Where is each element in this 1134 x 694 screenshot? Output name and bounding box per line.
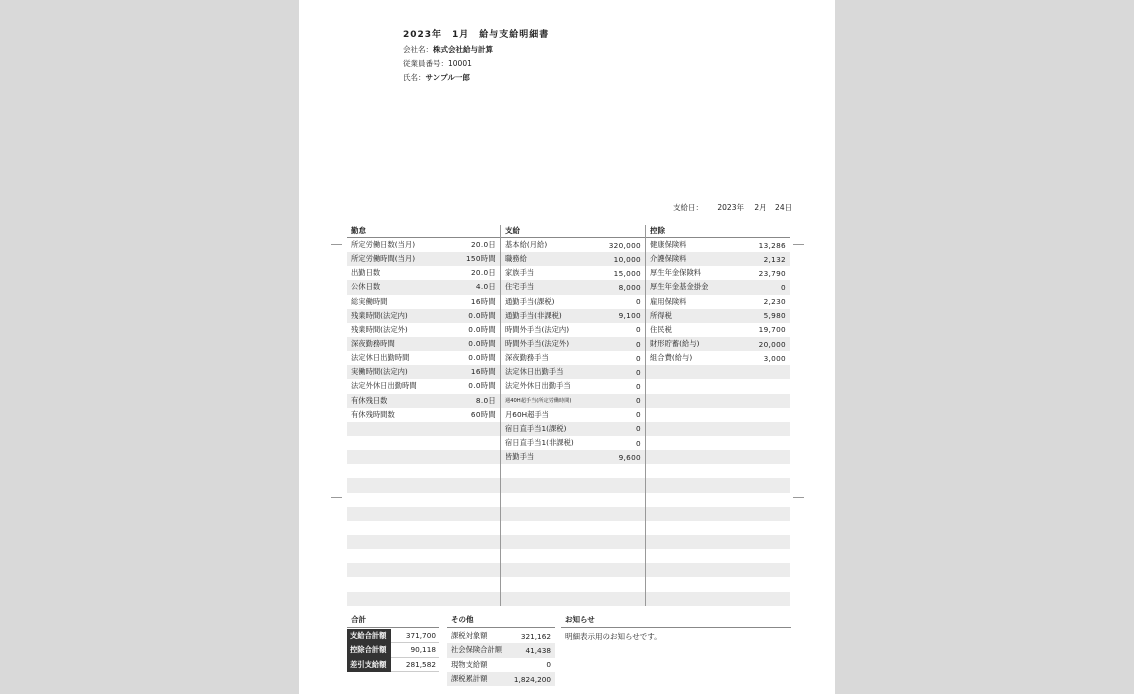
row-value: 0.0時間 — [468, 310, 496, 320]
row-label: 組合費(給与) — [650, 353, 693, 363]
row-label: 所得税 — [650, 310, 672, 320]
row-value: 0 — [636, 381, 641, 391]
table-row — [501, 351, 645, 365]
row-value: 0.0時間 — [468, 353, 496, 363]
row-value: 0 — [636, 438, 641, 448]
table-row — [646, 464, 790, 478]
row-value: 19,700 — [758, 325, 786, 335]
row-label: 法定休日出勤手当 — [505, 367, 564, 377]
payment-header: 支給 — [501, 225, 645, 238]
table-row — [646, 592, 790, 606]
attendance-header: 勤怠 — [347, 225, 500, 238]
row-label: 深夜勤務時間 — [351, 339, 395, 349]
other-list — [447, 629, 555, 686]
row-label: 時間外手当(法定内) — [505, 324, 570, 334]
other-row — [447, 629, 555, 643]
row-label: 法定外休日出勤時間 — [351, 381, 417, 391]
row-value: 0 — [636, 410, 641, 420]
row-value: 0 — [636, 297, 641, 307]
payment-list — [501, 238, 645, 606]
payslip-page — [299, 0, 835, 694]
row-value: 0.0時間 — [468, 324, 496, 334]
row-value: 0 — [636, 424, 641, 434]
row-value: 0 — [636, 367, 641, 377]
row-value: 16時間 — [470, 296, 496, 306]
table-row — [347, 507, 500, 521]
table-row — [646, 478, 790, 492]
table-row — [347, 521, 500, 535]
row-label: 職務給 — [505, 254, 527, 264]
row-value: 0 — [636, 325, 641, 335]
table-row — [646, 549, 790, 563]
notice-header: お知らせ — [561, 614, 791, 628]
table-row — [501, 592, 645, 606]
payslip-title: 2023年 1月 給与支給明細書 — [403, 30, 550, 40]
row-label: 通勤手当(非課税) — [505, 310, 562, 320]
totals-header: 合計 — [347, 614, 439, 628]
row-label: 法定休日出勤時間 — [351, 353, 410, 363]
table-row — [501, 323, 645, 337]
row-label: 実働時間(法定内) — [351, 367, 408, 377]
fold-mark — [331, 497, 342, 498]
row-label: 通勤手当(課税) — [505, 296, 555, 306]
table-row — [347, 450, 500, 464]
row-label: 介護保険料 — [650, 254, 687, 264]
table-row — [646, 507, 790, 521]
row-label: 月60H超手当 — [505, 409, 549, 419]
table-row — [501, 464, 645, 478]
table-row — [347, 280, 500, 294]
row-label: 皆勤手当 — [505, 452, 535, 462]
table-row — [646, 535, 790, 549]
table-row — [501, 379, 645, 393]
row-label: 基本給(月給) — [505, 240, 548, 250]
row-label: 総実働時間 — [351, 296, 388, 306]
deduction-header: 控除 — [646, 225, 790, 238]
table-row — [646, 450, 790, 464]
other-value: 1,824,200 — [513, 674, 551, 684]
row-label: 所定労働日数(当月) — [351, 240, 416, 250]
table-row — [501, 408, 645, 422]
table-row — [347, 478, 500, 492]
row-value: 10,000 — [613, 254, 641, 264]
table-row — [646, 493, 790, 507]
row-label: 住宅手当 — [505, 282, 535, 292]
table-row — [347, 592, 500, 606]
row-value: 13,286 — [758, 240, 786, 250]
row-value: 0 — [781, 282, 786, 292]
table-row — [501, 422, 645, 436]
table-row — [501, 450, 645, 464]
total-row — [347, 629, 439, 643]
other-header: その他 — [447, 614, 555, 628]
table-row — [347, 436, 500, 450]
total-row — [347, 658, 439, 672]
total-value: 281,582 — [391, 658, 439, 672]
table-row — [646, 295, 790, 309]
table-row — [501, 394, 645, 408]
row-label: 出勤日数 — [351, 268, 381, 278]
total-value: 90,118 — [391, 643, 439, 657]
table-row — [501, 577, 645, 591]
employee-name: サンプル一郎 — [425, 73, 470, 82]
payday-day: 24日 — [775, 203, 793, 212]
table-row — [347, 408, 500, 422]
table-row — [347, 394, 500, 408]
total-label: 支給合計額 — [347, 629, 391, 643]
row-label: 家族手当 — [505, 268, 535, 278]
row-label: 厚生年金基金掛金 — [650, 282, 709, 292]
payday — [673, 202, 792, 213]
table-row — [501, 266, 645, 280]
table-row — [501, 563, 645, 577]
row-value: 5,980 — [763, 311, 786, 321]
other-label: 課税対象額 — [451, 631, 488, 641]
table-row — [646, 252, 790, 266]
company-label: 会社名： — [403, 45, 433, 54]
attendance-list — [347, 238, 500, 606]
other-row — [447, 643, 555, 657]
payday-month: 2月 — [754, 203, 767, 212]
table-row — [347, 295, 500, 309]
table-row — [646, 577, 790, 591]
row-value: 60時間 — [470, 409, 496, 419]
row-value: 0 — [636, 339, 641, 349]
table-row — [501, 337, 645, 351]
table-row — [646, 365, 790, 379]
row-value: 0.0時間 — [468, 339, 496, 349]
total-label: 差引支給額 — [347, 658, 391, 672]
employee-no-label: 従業員番号： — [403, 59, 448, 68]
row-label: 健康保険料 — [650, 240, 687, 250]
table-row — [501, 309, 645, 323]
table-row — [646, 337, 790, 351]
table-row — [501, 365, 645, 379]
other-value: 41,438 — [525, 645, 551, 655]
other-row — [447, 658, 555, 672]
row-label: 有休残日数 — [351, 395, 388, 405]
row-label: 残業時間(法定内) — [351, 310, 408, 320]
table-row — [347, 309, 500, 323]
row-label: 公休日数 — [351, 282, 381, 292]
row-label: 宿日直手当1(課税) — [505, 423, 567, 433]
row-value: 4.0日 — [475, 282, 496, 292]
table-row — [501, 280, 645, 294]
table-row — [347, 323, 500, 337]
table-row — [646, 323, 790, 337]
row-label: 雇用保険料 — [650, 296, 687, 306]
table-row — [347, 563, 500, 577]
table-row — [646, 379, 790, 393]
column-divider — [500, 225, 501, 606]
table-row — [646, 309, 790, 323]
notice-text: 明細表示用のお知らせです。 — [565, 632, 662, 641]
table-row — [646, 394, 790, 408]
row-value: 8.0日 — [475, 395, 496, 405]
table-row — [501, 549, 645, 563]
table-row — [646, 422, 790, 436]
total-row — [347, 643, 439, 657]
fold-mark — [793, 497, 804, 498]
company-line — [403, 44, 493, 55]
table-row — [501, 535, 645, 549]
table-row — [646, 280, 790, 294]
row-value: 8,000 — [618, 282, 641, 292]
row-label: 財形貯蓄(給与) — [650, 339, 700, 349]
row-value: 20.0日 — [470, 268, 496, 278]
row-value: 150時間 — [465, 254, 496, 264]
payday-year: 2023年 — [717, 203, 744, 212]
employee-name-line — [403, 72, 470, 83]
table-row — [646, 408, 790, 422]
table-row — [347, 422, 500, 436]
other-value: 0 — [546, 660, 551, 670]
table-row — [501, 478, 645, 492]
deduction-list — [646, 238, 790, 606]
table-row — [501, 507, 645, 521]
other-value: 321,162 — [520, 631, 551, 641]
row-value: 2,230 — [763, 297, 786, 307]
row-label: 深夜勤務手当 — [505, 353, 549, 363]
row-label: 厚生年金保険料 — [650, 268, 702, 278]
row-label: 法定外休日出勤手当 — [505, 381, 571, 391]
row-label: 時間外手当(法定外) — [505, 339, 570, 349]
table-row — [646, 238, 790, 252]
other-label: 現物支給額 — [451, 659, 488, 669]
table-row — [501, 238, 645, 252]
total-label: 控除合計額 — [347, 643, 391, 657]
table-row — [347, 379, 500, 393]
row-label: 宿日直手当1(非課税) — [505, 438, 574, 448]
employee-name-label: 氏名： — [403, 73, 426, 82]
row-value: 9,600 — [618, 452, 641, 462]
row-label: 週40H超手当(所定労働時間) — [505, 398, 572, 405]
table-row — [646, 351, 790, 365]
row-value: 0.0時間 — [468, 381, 496, 391]
row-value: 0 — [636, 396, 641, 406]
column-divider — [645, 225, 646, 606]
row-value: 15,000 — [613, 268, 641, 278]
row-label: 残業時間(法定外) — [351, 324, 408, 334]
company-name: 株式会社給与計算 — [433, 45, 493, 54]
row-value: 320,000 — [608, 240, 641, 250]
table-row — [501, 295, 645, 309]
table-row — [347, 252, 500, 266]
row-value: 20.0日 — [470, 240, 496, 250]
row-value: 3,000 — [763, 353, 786, 363]
row-value: 0 — [636, 353, 641, 363]
table-row — [347, 464, 500, 478]
table-row — [347, 493, 500, 507]
table-row — [347, 577, 500, 591]
row-value: 20,000 — [758, 339, 786, 349]
other-label: 課税累計額 — [451, 674, 488, 684]
table-row — [646, 521, 790, 535]
other-row — [447, 672, 555, 686]
total-value: 371,700 — [391, 629, 439, 643]
employee-no-line — [403, 58, 472, 69]
row-label: 有休残時間数 — [351, 409, 395, 419]
totals-list — [347, 629, 439, 672]
table-row — [347, 266, 500, 280]
table-row — [501, 493, 645, 507]
row-value: 2,132 — [763, 254, 786, 264]
table-row — [347, 365, 500, 379]
fold-mark — [793, 244, 804, 245]
table-row — [646, 436, 790, 450]
table-row — [347, 351, 500, 365]
row-label: 住民税 — [650, 324, 672, 334]
row-value: 16時間 — [470, 367, 496, 377]
table-row — [347, 549, 500, 563]
table-row — [347, 337, 500, 351]
table-row — [501, 252, 645, 266]
table-row — [347, 238, 500, 252]
table-row — [501, 436, 645, 450]
table-row — [501, 521, 645, 535]
table-row — [646, 563, 790, 577]
other-label: 社会保険合計額 — [451, 645, 503, 655]
fold-mark — [331, 244, 342, 245]
row-value: 23,790 — [758, 268, 786, 278]
table-row — [347, 535, 500, 549]
row-value: 9,100 — [618, 311, 641, 321]
table-row — [646, 266, 790, 280]
employee-no: 10001 — [448, 59, 472, 68]
payday-label: 支給日： — [673, 203, 703, 212]
row-label: 所定労働時間(当月) — [351, 254, 416, 264]
